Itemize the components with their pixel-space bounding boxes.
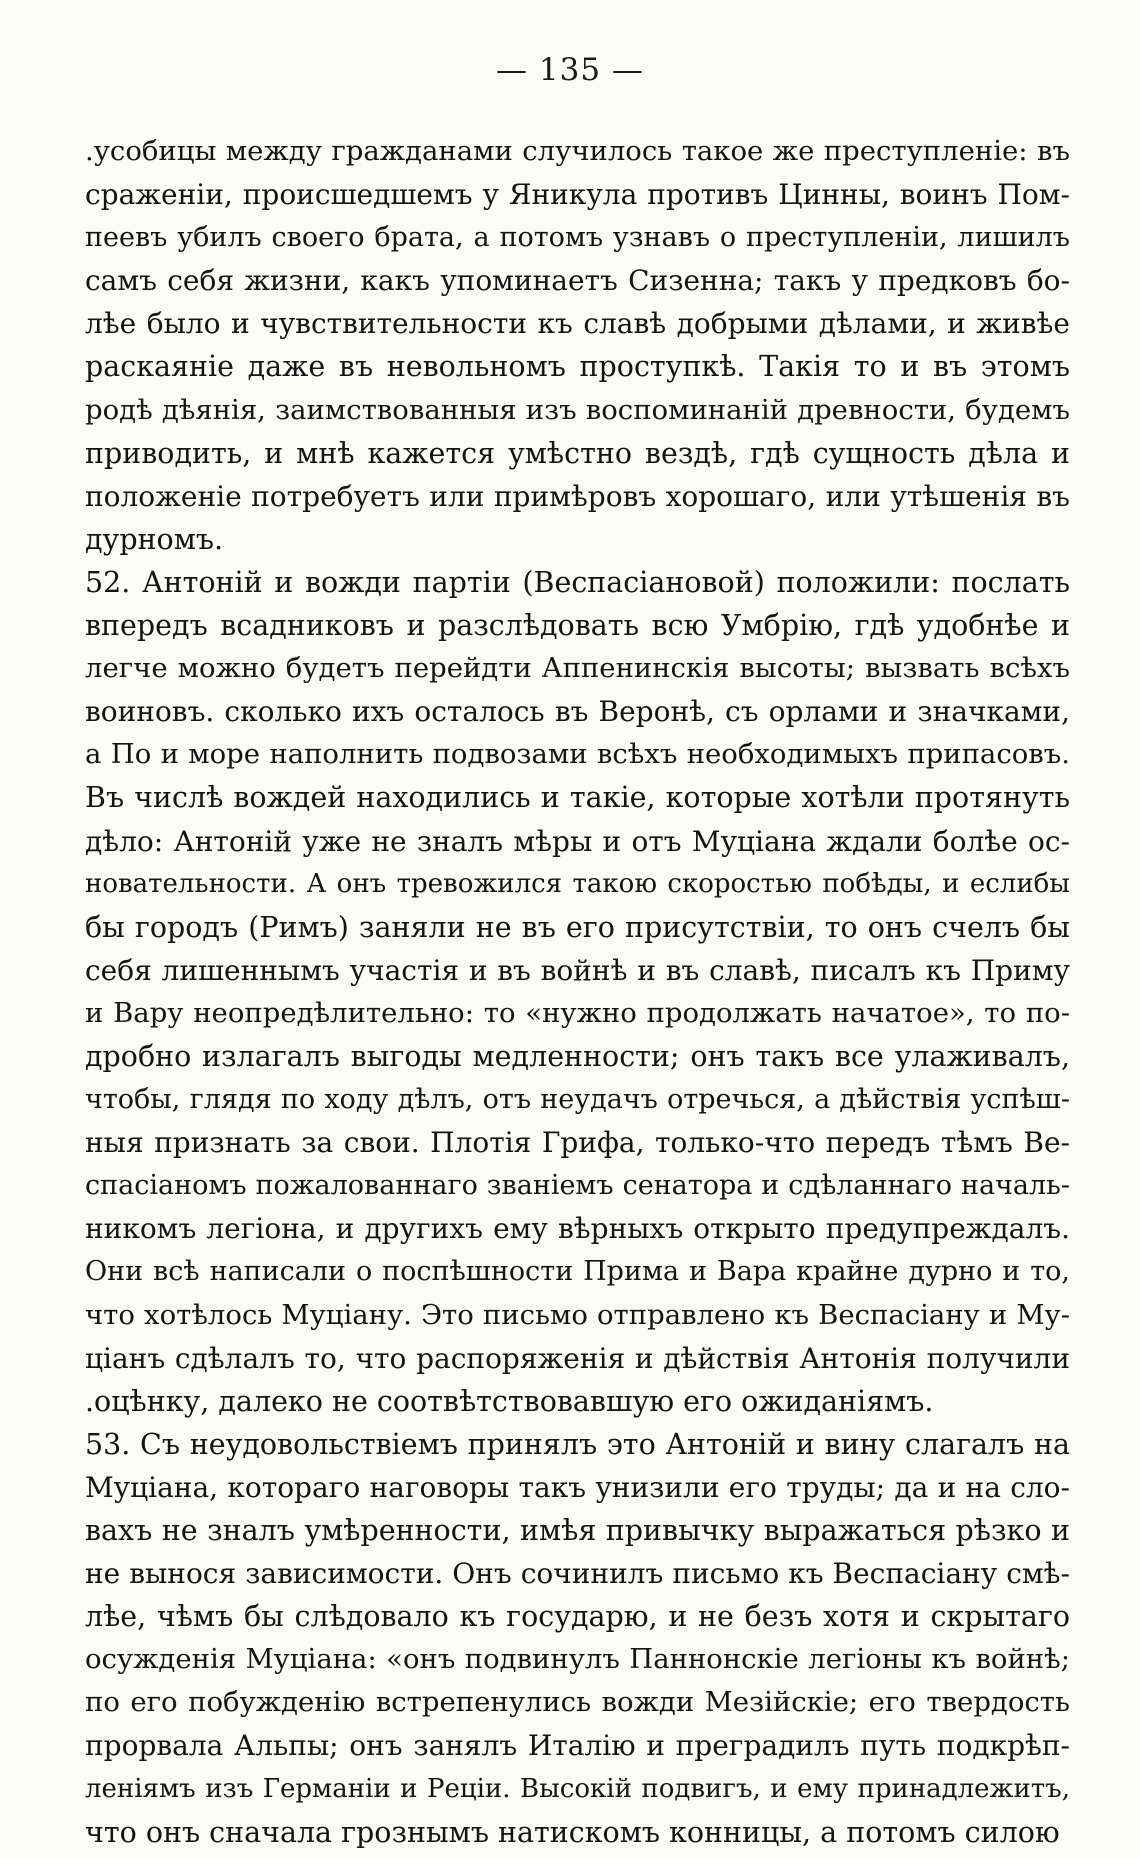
text-line: самъ себя жизни, какъ упоминаетъ Сизенна; такъ у предковъ бо- [85,264,1070,298]
paragraph-section-52 [85,561,1070,1423]
text-line: лѣе, чѣмъ бы слѣдовало къ государю, и не безъ хотя и скрытаго [85,1600,1070,1634]
text-line: 53. Съ неудовольствіемъ принялъ это Антоній и вину слагалъ на [85,1427,1070,1461]
text-line: бы городъ (Римъ) заняли не въ его присутствіи, то онъ счелъ бы [85,910,1070,944]
text-line: дѣло: Антоній уже не зналъ мѣры и отъ Муціана ждали болѣе ос- [85,824,1070,858]
page-number: — 135 — [496,52,644,88]
paragraph-section-53 [85,1423,1070,1854]
text-line: по его побужденію встрепенулись вожди Мезійскіе; его твердость [85,1686,1070,1719]
text-line: спасіаномъ пожалованнаго званіемъ сенатора и сдѣланнаго началь- [85,1170,1070,1202]
text-line: никомъ легіона, и другихъ ему вѣрныхъ открыто предупреждалъ. [85,1212,1070,1246]
text-line: Они всѣ написали о поспѣшности Прима и Вара крайне дурно и то, [85,1256,1070,1288]
text-line: воиновъ. сколько ихъ осталось въ Веронѣ, съ орлами и значками, [85,695,1070,729]
text-line: осужденія Муціана: «онъ подвинулъ Паннонскіе легіоны къ войнѣ; [85,1643,1070,1676]
text-line: 52. Антоній и вожди партіи (Веспасіановой) положили: послать [85,565,1070,599]
text-line: .оцѣнку, далеко не соотвѣтствовавшую его ожиданіямъ. [85,1384,934,1418]
text-line: ныя признать за свои. Плотія Грифа, только-что передъ тѣмъ Ве- [85,1126,1070,1160]
text-line: сраженіи, происшедшемъ у Яникула противъ Цинны, воинъ Пом- [85,178,1070,212]
text-line: Муціана, котораго наговоры такъ унизили его труды; да и на сло- [85,1470,1070,1504]
text-line: леніямъ изъ Германіи и Реціи. Высокій подвигъ, и ему принадлежитъ, [85,1773,1070,1804]
text-line: Въ числѣ вождей находились и такіе, которые хотѣли протянуть [85,781,1070,815]
text-line: родѣ дѣянія, заимствованныя изъ воспоминаній древности, будемъ [85,393,1070,426]
text-line: раскаяніе даже въ невольномъ проступкѣ. Такія то и въ этомъ [85,350,1070,384]
text-line: дробно излагалъ выгоды медленности; онъ такъ все улаживалъ, [85,1039,1070,1073]
text-line: себя лишеннымъ участія и въ войнѣ и въ славѣ, писалъ къ Приму [85,953,1070,987]
text-line: пеевъ убилъ своего брата, а потомъ узнавъ о преступленіи, лишилъ [85,222,1070,254]
text-line: что хотѣлось Муціану. Это письмо отправлено къ Веспасіану и Му- [85,1298,1070,1331]
text-line: положеніе потребуетъ или примѣровъ хорошаго, или утѣшенія въ [85,479,1070,513]
text-line: и Вару неопредѣлительно: то «нужно продолжать начатое», то по- [85,996,1070,1029]
text-line: прорвала Альпы; онъ занялъ Италію и преградилъ путь подкрѣп- [85,1729,1070,1763]
text-line: приводить, и мнѣ кажется умѣстно вездѣ, гдѣ сущность дѣла и [85,436,1070,470]
text-line: ціанъ сдѣлалъ то, что распоряженія и дѣйствія Антонія получили [85,1341,1070,1375]
text-line: лѣе было и чувствительности къ славѣ добрыми дѣлами, и живѣе [85,307,1070,341]
text-line: легче можно будетъ перейдти Аппенинскія высоты; вызвать всѣхъ [85,652,1070,685]
text-line: .усобицы между гражданами случилось такое же преступленіе: въ [85,135,1070,167]
text-line: не вынося зависимости. Онъ сочинилъ письмо къ Веспасіану смѣ- [85,1557,1070,1591]
text-line: что онъ сначала грознымъ натискомъ конницы, а потомъ силою [85,1815,1060,1849]
text-line: а По и море наполнить подвозами всѣхъ необходимыхъ припасовъ. [85,738,1070,771]
page-text [85,130,1070,1854]
text-line: новательности. А онъ тревожился такою скоростью побѣды, и еслибы [85,868,1070,899]
text-line: дурномъ. [85,522,224,556]
paragraph-intro [85,130,1070,561]
text-line: вахъ не зналъ умѣренности, имѣя привычку выражаться рѣзко и [85,1514,1070,1547]
text-line: впередъ всадниковъ и разслѣдовать всю Умбрію, гдѣ удобнѣе и [85,609,1070,643]
text-line: чтобы, глядя по ходу дѣлъ, отъ неудачъ отречься, а дѣйствія успѣш- [85,1084,1070,1116]
